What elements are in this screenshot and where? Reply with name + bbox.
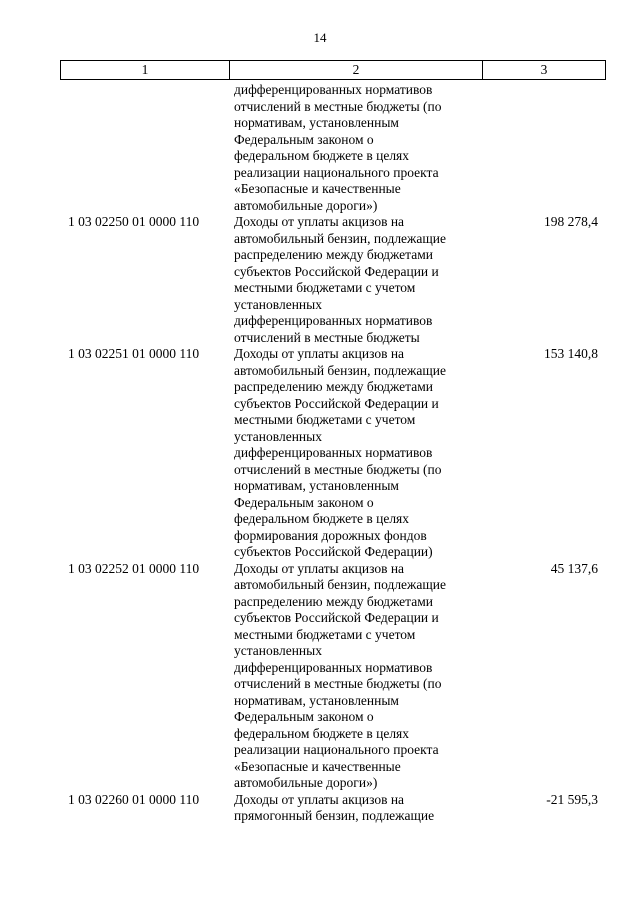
description-line: федеральном бюджете в целях [234,511,410,526]
description-line: дифференцированных нормативов [234,445,433,460]
description-line: распределению между бюджетами [234,247,433,262]
table-row [0,346,640,561]
description-line: автомобильный бензин, подлежащие [234,577,446,592]
revenue-description [234,792,484,825]
description-line: «Безопасные и качественные [234,758,401,774]
column-header-row [61,61,606,80]
revenue-code: 1 03 02260 01 0000 110 [68,791,200,807]
table-row [0,792,640,825]
description-line: отчислений в местные бюджеты (по [234,98,442,114]
description-line: дифференцированных нормативов [234,82,433,97]
description-line: установленных [234,428,322,444]
column-header-2: 2 [230,61,483,80]
description-line: Федеральным законом о [234,494,374,510]
description-line: реализации национального проекта [234,742,439,757]
description-line: Доходы от уплаты акцизов на [234,791,405,807]
description-line: субъектов Российской Федерации и [234,395,439,411]
description-line: распределению между бюджетами [234,593,433,609]
column-header-3: 3 [483,61,606,80]
description-line: установленных [234,643,322,658]
description-line: местными бюджетами с учетом [234,412,416,427]
description-line: Федеральным законом о [234,709,374,724]
description-line: Доходы от уплаты акцизов на [234,560,405,576]
column-header-1: 1 [61,61,230,80]
description-line: местными бюджетами с учетом [234,280,416,295]
description-line: федеральном бюджете в целях [234,148,410,163]
description-line: установленных [234,296,322,312]
revenue-amount: 198 278,4 [544,214,598,229]
description-line: реализации национального проекта [234,164,439,180]
description-line: автомобильные дороги») [234,775,378,790]
revenue-code: 1 03 02252 01 0000 110 [68,560,200,576]
description-line: автомобильный бензин, подлежащие [234,362,446,378]
table-row [0,561,640,792]
description-line: прямогонный бензин, подлежащие [234,808,435,823]
column-header-table [60,60,606,80]
description-line: автомобильный бензин, подлежащие [234,230,446,246]
description-line: Доходы от уплаты акцизов на [234,346,405,361]
description-line: Федеральным законом о [234,131,374,147]
description-line: дифференцированных нормативов [234,313,433,328]
description-line: дифференцированных нормативов [234,659,433,675]
table-row [0,214,640,346]
description-line: отчислений в местные бюджеты [234,329,420,345]
table-body [0,82,640,825]
description-line: субъектов Российской Федерации и [234,610,439,625]
description-line: формирования дорожных фондов [234,527,427,543]
revenue-description [234,561,484,792]
description-line: отчислений в местные бюджеты (по [234,676,442,691]
description-line: нормативам, установленным [234,115,399,130]
revenue-code: 1 03 02251 01 0000 110 [68,346,200,361]
revenue-description [234,346,484,561]
description-line: «Безопасные и качественные [234,181,401,196]
page-number: 14 [313,30,327,45]
continuation-description [234,82,484,214]
continuation-row [0,82,640,214]
description-line: субъектов Российской Федерации) [234,544,433,559]
description-line: нормативам, установленным [234,478,399,493]
description-line: отчислений в местные бюджеты (по [234,461,442,477]
description-line: местными бюджетами с учетом [234,626,416,642]
description-line: нормативам, установленным [234,692,399,708]
description-line: федеральном бюджете в целях [234,725,410,741]
description-line: распределению между бюджетами [234,379,433,394]
revenue-amount: 45 137,6 [550,560,598,576]
revenue-code: 1 03 02250 01 0000 110 [68,214,200,229]
description-line: Доходы от уплаты акцизов на [234,214,405,229]
revenue-description [234,214,484,346]
revenue-amount: 153 140,8 [544,346,598,361]
description-line: автомобильные дороги») [234,197,378,213]
revenue-amount: -21 595,3 [546,791,598,807]
description-line: субъектов Российской Федерации и [234,263,439,279]
